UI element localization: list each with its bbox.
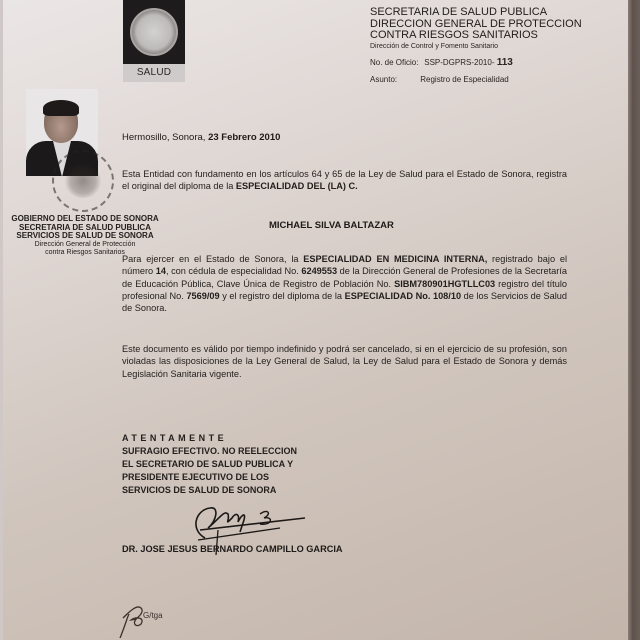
- stamp-line-1: GOBIERNO DEL ESTADO DE SONORA: [11, 214, 159, 223]
- stamp-text: [10, 215, 160, 258]
- asunto-label: Asunto:: [370, 74, 398, 84]
- reg-text-3: , con cédula de especialidad No.: [165, 266, 302, 277]
- logo-emblem-box: [123, 0, 185, 64]
- page-edge-left: [0, 0, 3, 640]
- place-date: [122, 132, 280, 143]
- closing-block: [122, 432, 297, 497]
- oficio-number-row: [370, 57, 610, 68]
- official-stamp-icon: [52, 150, 114, 212]
- initials-text: G/tga: [143, 611, 163, 620]
- closing-line-1: SUFRAGIO EFECTIVO. NO REELECCION: [122, 446, 298, 456]
- stamp-line-5: contra Riesgos Sanitarios: [45, 249, 125, 256]
- letterhead: [370, 7, 610, 84]
- reg-text-7: de los Servicios de Salud de Sonora.: [122, 290, 567, 314]
- closing-line-2: EL SECRETARIO DE SALUD PUBLICA Y: [122, 459, 294, 469]
- salud-logo: [123, 0, 185, 82]
- stamp-line-4: Dirección General de Protección: [34, 240, 136, 248]
- seal-emblem-icon: [130, 8, 178, 56]
- place: Hermosillo, Sonora,: [122, 132, 206, 143]
- specialty-name: ESPECIALIDAD EN MEDICINA INTERNA,: [303, 254, 488, 264]
- paragraph-intro-text: Esta Entidad con fundamento en los artículos 64 y 65 de la Ley de Salud para el Estado de Sonora, registra el original del diploma de la: [122, 169, 567, 192]
- paragraph-intro-bold: ESPECIALIDAD DEL (LA) C.: [235, 181, 358, 192]
- oficio-value: SSP-DGPRS-2010-: [424, 57, 495, 67]
- stamp-eagle-icon: [64, 164, 102, 198]
- header-line-1: SECRETARIA DE SALUD PUBLICA: [370, 6, 548, 18]
- photo-hair: [43, 100, 79, 116]
- reg-text-2: registrado bajo el número: [122, 254, 567, 277]
- asunto-row: [370, 75, 610, 84]
- curp: SIBM780901HGTLLC03: [394, 278, 496, 289]
- registration-number: 14: [155, 266, 166, 277]
- header-subline: Dirección de Control y Fomento Sanitario: [370, 42, 499, 50]
- header-line-2: DIRECCION GENERAL DE PROTECCION: [370, 17, 582, 30]
- title-registration: 7569/09: [186, 290, 220, 301]
- logo-label: SALUD: [123, 64, 185, 82]
- recipient-name: MICHAEL SILVA BALTAZAR: [269, 220, 394, 231]
- salutation: ATENTAMENTE: [122, 433, 228, 443]
- stamp-line-2: SECRETARIA DE SALUD PUBLICA: [18, 222, 151, 232]
- oficio-label: No. de Oficio:: [370, 57, 419, 67]
- reg-text-4: de la Dirección General de Profesiones de la Secretaría de Educación Pública, Clave Única de Registro de Población No.: [122, 266, 567, 289]
- date: 23 Febrero 2010: [208, 132, 281, 143]
- paragraph-validity: Este documento es válido por tiempo indefinido y podrá ser cancelado, si en el ejercicio de su profesión, son violadas las disposiciones de la Ley General de Salud, la Ley de Salud para el Estado de Sonora y demás Legislación Sanitaria vigente.: [122, 344, 567, 379]
- paragraph-registration: [122, 253, 567, 314]
- cedula-number: 6249553: [301, 266, 338, 277]
- oficio-number: 113: [496, 56, 513, 68]
- paragraph-intro: [122, 168, 567, 193]
- closing-line-4: SERVICIOS DE SALUD DE SONORA: [122, 485, 277, 495]
- signer-name: DR. JOSE JESUS BERNARDO CAMPILLO GARCIA: [122, 544, 343, 554]
- reg-text-5: registro del título profesional No.: [122, 278, 567, 301]
- stamp-line-3: SERVICIOS DE SALUD DE SONORA: [16, 231, 154, 240]
- reg-text-1: Para ejercer en el Estado de Sonora, la: [122, 254, 304, 264]
- page-edge-right: [628, 0, 640, 640]
- header-line-3: CONTRA RIESGOS SANITARIOS: [370, 29, 538, 41]
- specialty-diploma-number: ESPECIALIDAD No. 108/10: [344, 290, 462, 301]
- reg-text-6: y el registro del diploma de la: [219, 290, 345, 301]
- closing-line-3: PRESIDENTE EJECUTIVO DE LOS: [122, 472, 270, 482]
- asunto-value: Registro de Especialidad: [420, 74, 509, 84]
